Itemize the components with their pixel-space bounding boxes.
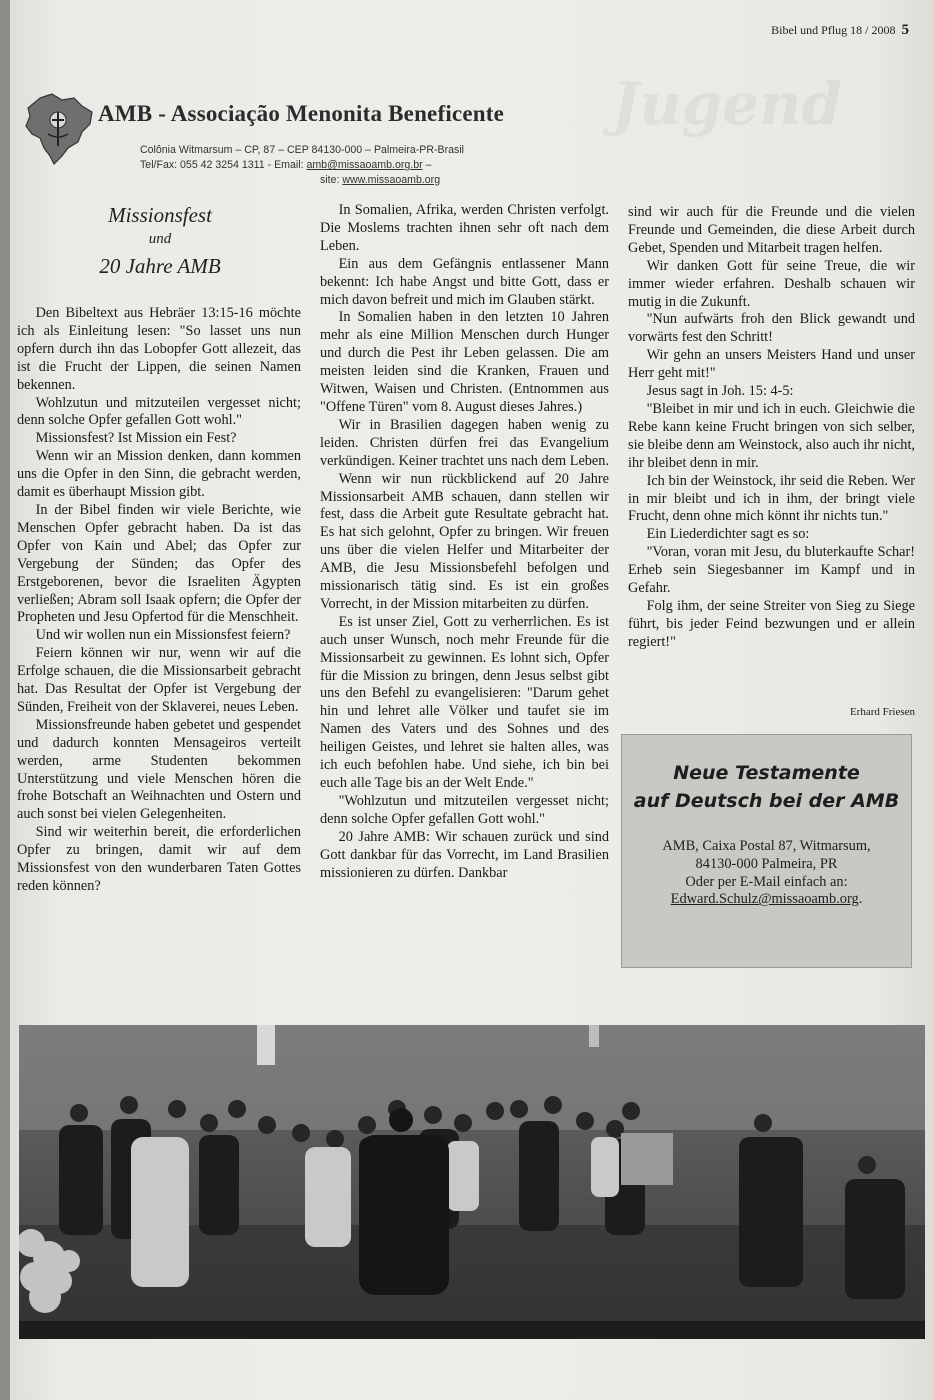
contact-address: Colônia Witmarsum – CP, 87 – CEP 84130-000 – Palmeira-PR-Brasil (140, 144, 465, 156)
paragraph: Missionsfreunde haben gebetet und gespendet und dadurch konnten Mensageiros verteilt werden, arme Studenten bekommen Unterstützung und viele Menschen hören die frohe Botschaft an Weihnachten und Ostern und auch sonst bei vielen Gelegenheiten. (17, 716, 301, 823)
paragraph: Wir danken Gott für seine Treue, die wir immer wieder erfahren. Deshalb schauen wir mutig in die Zukunft. (628, 257, 915, 310)
article-column-1 (17, 305, 301, 896)
running-head-text: Bibel und Pflug 18 / 2008 (771, 23, 896, 37)
paragraph: Wohlzutun und mitzuteilen vergesset nicht; denn solche Opfer gefallen Gott wohl." (17, 394, 301, 429)
paragraph: sind wir auch für die Freunde und die vielen Freunde und Gemeinden, die diese Arbeit durch Gebet, Spenden und Mitarbeit tragen helfen. (628, 204, 915, 256)
paragraph: "Bleibet in mir und ich in euch. Gleichwie die Rebe kann keine Frucht bringen von sich selber, sie bleibe denn am Weinstock, also auch ihr nicht, ihr bleibet denn in mir. (628, 400, 915, 471)
paragraph: Jesus sagt in Joh. 15: 4-5: (646, 383, 794, 400)
paragraph: Ich bin der Weinstock, ihr seid die Reben. Wer in mir bleibt und ich in ihm, der bringt viele Frucht, denn ohne mich könnt ihr nichts tun." (628, 472, 915, 525)
running-head (771, 22, 909, 39)
email-link[interactable]: amb@missaoamb.org.br (306, 159, 423, 171)
show-through-ghost-text: Jugend (612, 70, 842, 138)
paragraph: Wenn wir nun rückblickend auf 20 Jahre Missionsarbeit AMB schauen, dann stellen wir fest, dass die Arbeit gute Resultate gebracht hat. Es hat sich gelohnt, Opfer zu bringen. Wir freuen uns über die vielen Helfer und Mitarbeiter der AMB, die Jesu Missionsbefehl befolgen und missionarisch tätig sind. Es ist ein großes Vorrecht, in der Mission mitarbeiten zu dürfen. (320, 470, 609, 612)
article-column-2 (320, 202, 609, 882)
accordion (621, 1133, 673, 1185)
ad-address-line-2: 84130-000 Palmeira, PR (695, 855, 838, 872)
ad-contact-text: Oder per E-Mail einfach an: (685, 873, 848, 890)
ad-body (622, 838, 911, 909)
paragraph: In Somalien, Afrika, werden Christen verfolgt. Die Moslems trachten ihnen sehr oft nach dem Leben. (320, 202, 609, 254)
contact-site: site: www.missaoamb.org (320, 174, 441, 186)
paragraph: Wir gehn an unsers Meisters Hand und unser Herr geht mit!" (628, 347, 915, 382)
contact-phone-email: Tel/Fax: 055 42 3254 1311 - Email: amb@missaoamb.org.br – (140, 159, 432, 171)
site-link[interactable]: www.missaoamb.org (342, 174, 441, 186)
ad-title-line-2: auf Deutsch bei der AMB (633, 790, 900, 812)
paragraph: Sind wir weiterhin bereit, die erforderlichen Opfer zu bringen, damit wir auf dem Missionsfest von den wunderbaren Taten Gottes reden können? (17, 824, 301, 894)
choir-photo-illustration (19, 1025, 925, 1339)
ad-title-line-1: Neue Testamente (673, 762, 860, 784)
organization-title: AMB - Associação Menonita Beneficente (98, 101, 504, 126)
author-byline: Erhard Friesen (849, 706, 915, 718)
paragraph: Missionsfest? Ist Mission ein Fest? (35, 430, 237, 447)
paragraph: "Nun aufwärts froh den Blick gewandt und vorwärts fest den Schritt! (628, 311, 915, 346)
paragraph: "Voran, voran mit Jesu, du bluterkaufte Schar! Erheb sein Siegesbanner im Kampf und in Gefahr. (628, 544, 915, 597)
paragraph: Folg ihm, der seine Streiter von Sieg zu Siege führt, bis jeder Feind bezwungen und er allein regiert!" (628, 597, 915, 650)
article-column-3 (628, 204, 915, 652)
paragraph: Wir in Brasilien dagegen haben wenig zu leiden. Christen dürfen frei das Evangelium verkündigen. Keiner trachtet uns nach dem Leben. (320, 416, 610, 469)
ad-email-line: Edward.Schulz@missaoamb.org. (670, 891, 863, 908)
paragraph: Wenn wir an Mission denken, dann kommen uns die Opfer in den Sinn, die gebracht werden, damit es überhaupt Mission gibt. (17, 448, 301, 501)
ad-address-line-1: AMB, Caixa Postal 87, Witmarsum, (662, 838, 871, 854)
conductor (359, 1135, 449, 1295)
paragraph: In Somalien haben in den letzten 10 Jahren mehr als eine Million Menschen durch Hunger und durch die Pest ihr Leben gelassen. Die am meisten leiden sind die Kranken, Frauen und Witwen, Waisen und Christen. (Entnommen aus "Offene Türen" vom 8. August dieses Jahres.) (320, 309, 609, 415)
headline-line-2: und (148, 231, 172, 247)
paragraph: "Wohlzutun und mitzuteilen vergesset nicht; denn solche Opfer gefallen Gott wohl." (320, 792, 609, 827)
paragraph: Ein Liederdichter sagt es so: (646, 526, 810, 543)
paragraph: Es ist unser Ziel, Gott zu verherrlichen. Es ist auch unser Wunsch, noch mehr Freunde für die Missionsarbeit zu gewinnen. Es lohnt sich, Opfer für die Mission zu bringen, denn Jesus selbst gibt uns den Befehl zu evangelisieren: "Darum gehet hin und lehret alle Völker und taufet sie im Namen des Vaters und des Sohnes und des heiligen Geistes, und lehret sie halten alles, was ich euch befohlen habe. Und siehe, ich bin bei euch alle Tage bis an der Welt Ende." (320, 613, 609, 791)
paragraph: Den Bibeltext aus Hebräer 13:15-16 möchte ich als Einleitung lesen: "So lasset uns nun opfern durch ihn das Lobopfer Gott allezeit, das ist die Frucht der Lippen, die seinen Namen bekennen. (17, 305, 301, 393)
page-number: 5 (901, 22, 909, 38)
paragraph: In der Bibel finden wir viele Berichte, wie Menschen Opfer gebracht haben. Da ist das Opfer von Kain und Abel; das Opfer zur Vergebung der Sünden; das Opfer des Erstgeborenen, bevor die Israeliten Ägypten verließen; Abram soll Isaak opfern; die Opfer der Propheten und Jesu Opfertod für die Menschheit. (17, 501, 301, 626)
paragraph: Und wir wollen nun ein Missionsfest feiern? (35, 627, 291, 644)
contact-block (140, 143, 530, 188)
headline-line-3: 20 Jahre AMB (99, 254, 221, 278)
paragraph: Ein aus dem Gefängnis entlassener Mann bekennt: Ich habe Angst und bitte Gott, dass er mich davon befreit und mich im Glauben stärkt. (320, 255, 609, 308)
wall-sign (257, 1025, 275, 1065)
ad-email-link[interactable]: Edward.Schulz@missaoamb.org (670, 891, 859, 908)
brazil-map-logo-icon (18, 90, 98, 168)
paragraph: Feiern können wir nur, wenn wir auf die Erfolge schauen, die die Missionsarbeit gebracht hat. Das Resultat der Opfer ist Vergebung der Sünden, Freiheit von der Sklaverei, neues Leben. (17, 645, 301, 715)
advertisement-box (621, 734, 912, 968)
article-headline (30, 203, 290, 281)
page-edge-shadow (0, 0, 10, 1400)
ad-title (622, 759, 911, 815)
headline-line-1: Missionsfest (108, 203, 212, 227)
paragraph: 20 Jahre AMB: Wir schauen zurück und sind Gott dankbar für das Vorrecht, im Land Brasilien missionieren zu dürfen. Dankbar (320, 828, 609, 881)
choir-photo (19, 1025, 925, 1339)
